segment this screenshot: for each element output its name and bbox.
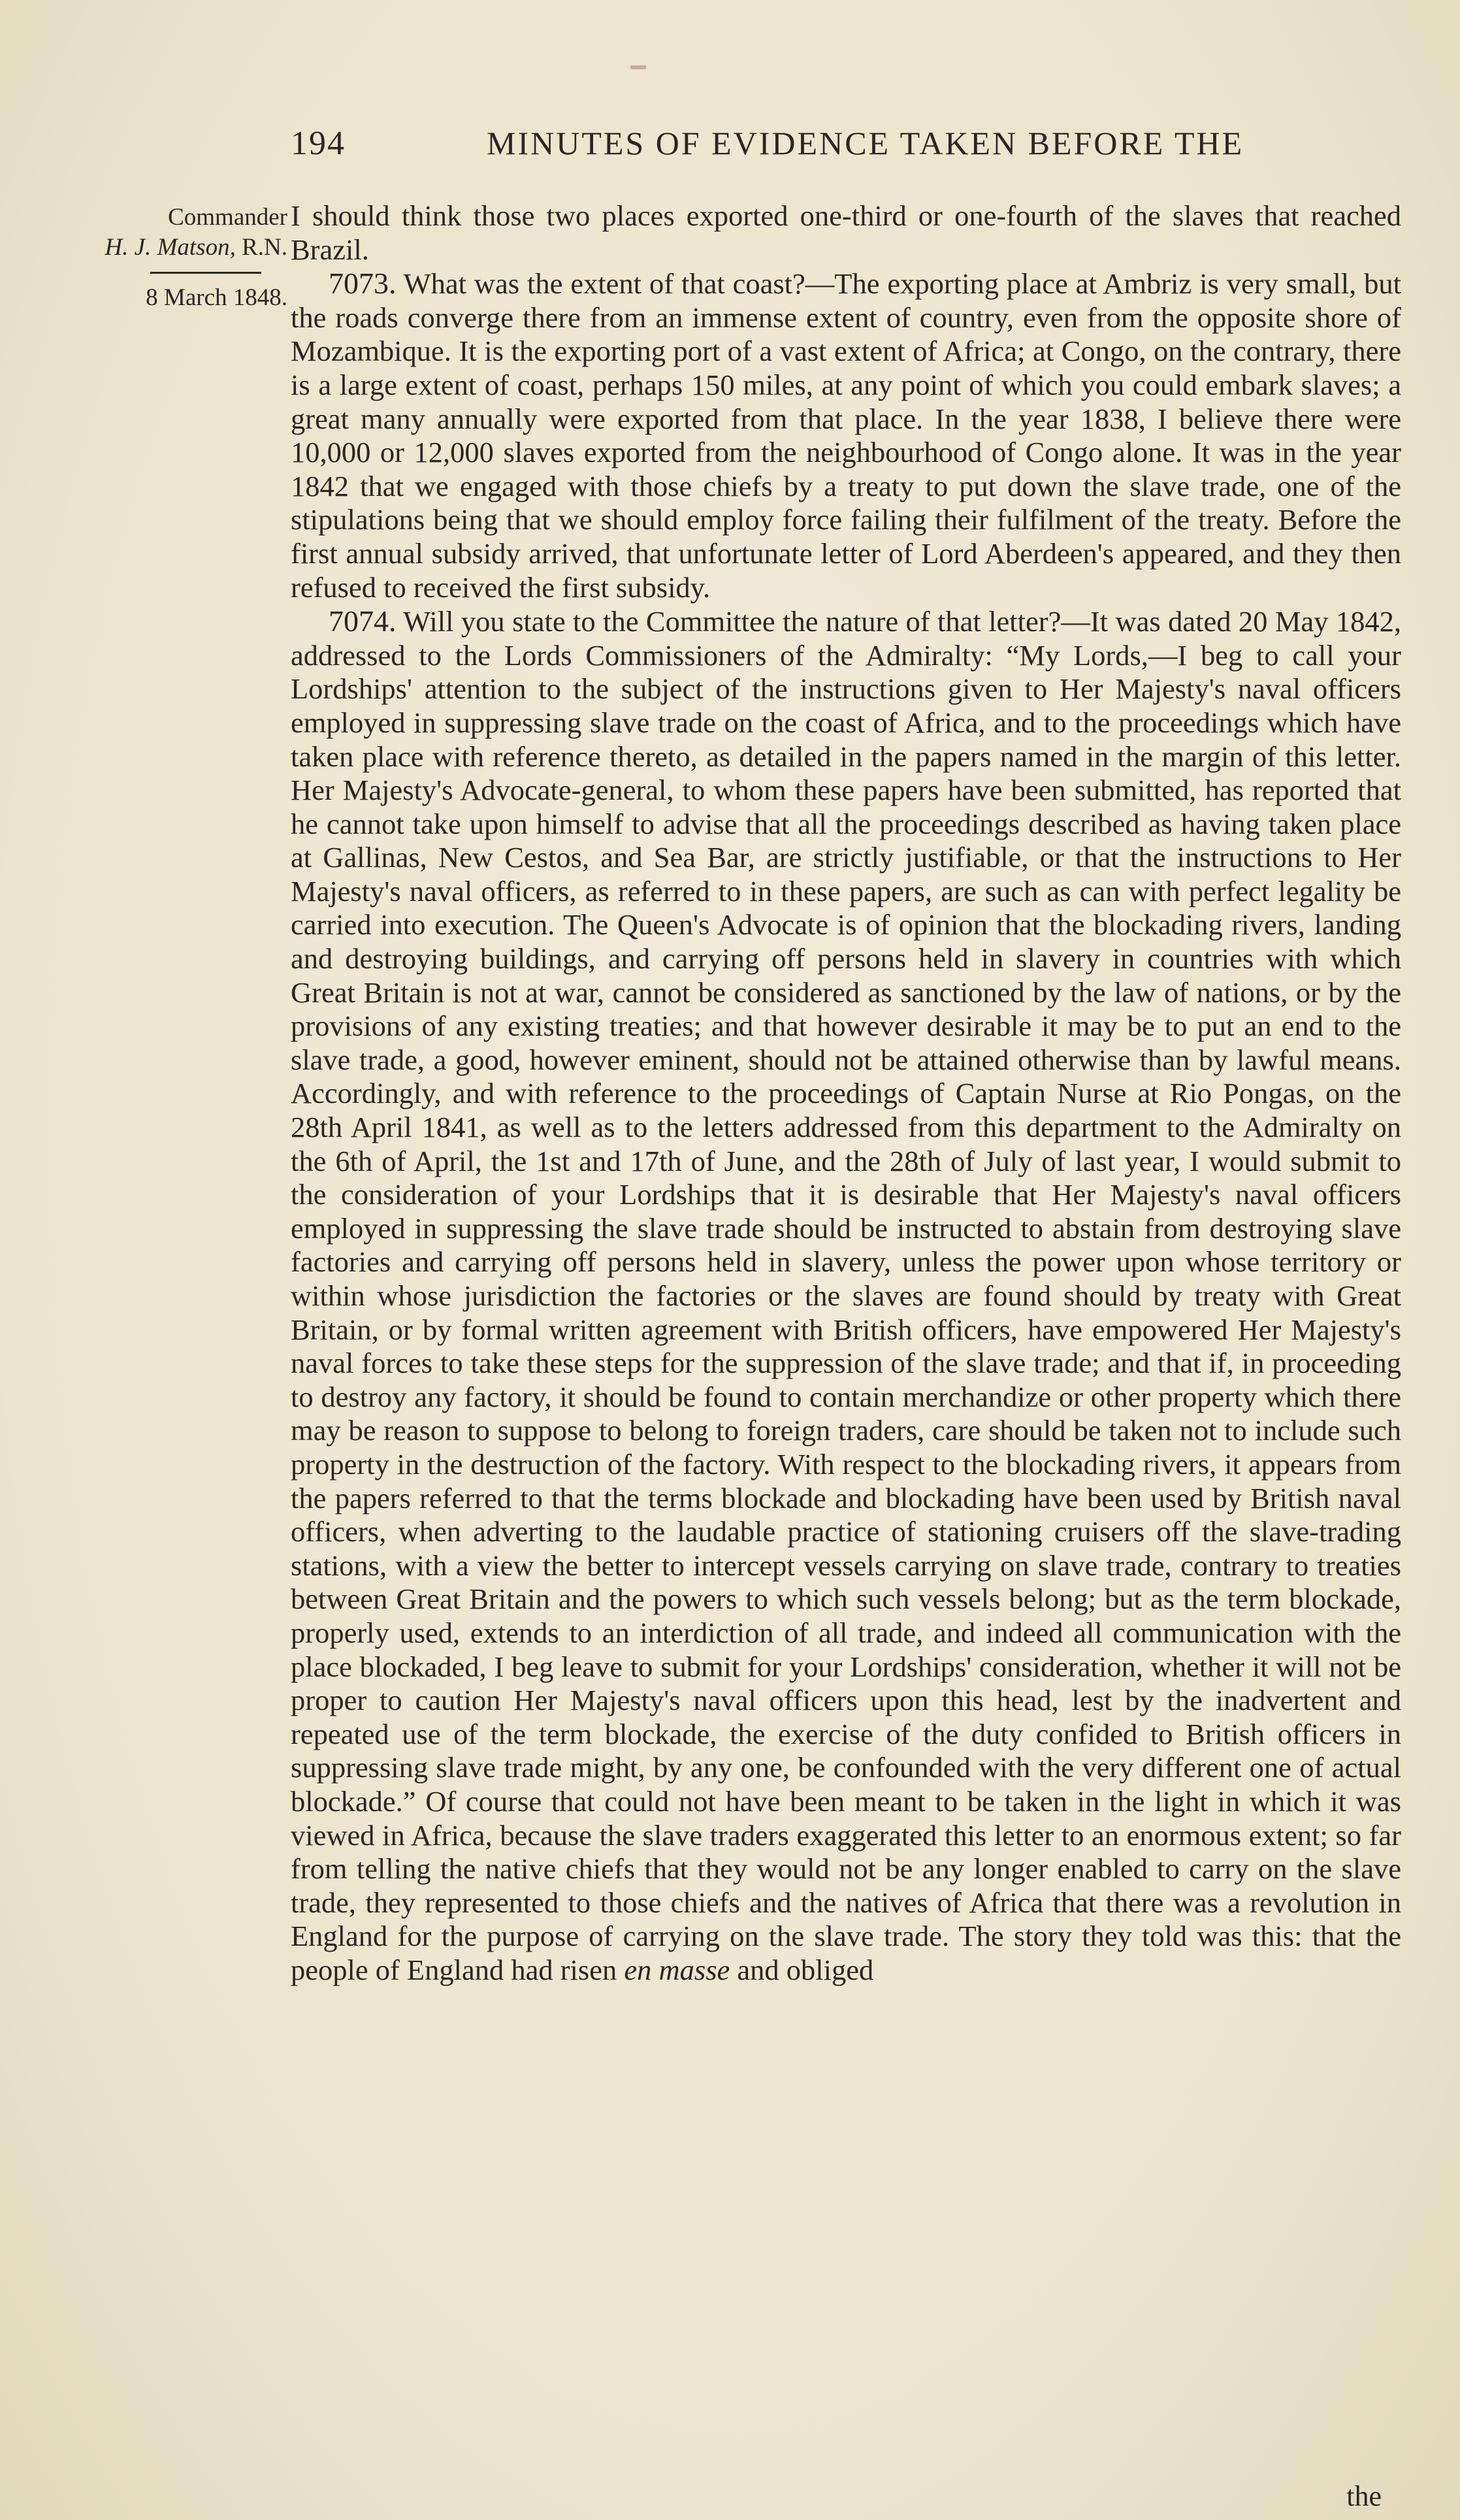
paragraph-7074 bbox=[291, 604, 1401, 1987]
italic-phrase: en masse bbox=[624, 1953, 730, 1986]
margin-rule bbox=[150, 272, 261, 274]
question-text: What was the extent of that coast? bbox=[403, 267, 805, 301]
question-number: 7073. bbox=[329, 267, 397, 301]
page-header bbox=[291, 124, 1401, 176]
paragraph-7073 bbox=[291, 267, 1401, 604]
evidence-date: 8 March 1848. bbox=[146, 284, 287, 311]
ink-mark bbox=[630, 65, 646, 69]
question-number: 7074. bbox=[329, 604, 397, 638]
page-number: 194 bbox=[291, 125, 346, 162]
witness-name: H. J. Matson, bbox=[105, 234, 236, 261]
witness-postnominal: R.N. bbox=[242, 234, 287, 261]
answer-text: —The exporting place at Ambriz is very small, but the roads converge there from an immense extent of country, even from the opposite shore of Mozambique. It is the exporting port of a vast extent of Africa; at Congo, on the contrary, there is a large extent of coast, perhaps 150 miles, at any point of which you could embark slaves; a great many annually were exported from that place. In the year 1838, I believe there were 10,000 or 12,000 slaves exported from the neighbourhood of Congo alone. It was in the year 1842 that we engaged with those chiefs by a treaty to put down the slave trade, one of the stipulations being that we should employ force failing their fulfilment of the treaty. Before the first annual subsidy arrived, that unfortunate letter of Lord Aberdeen's appeared, and they then refused to received the first subsidy. bbox=[291, 267, 1401, 604]
question-text: Will you state to the Committee the nature of that letter? bbox=[403, 605, 1062, 638]
catchword: the bbox=[1346, 2480, 1382, 2512]
paragraph-continued: I should think those two places exported one-third or one-fourth of the slaves that reached Brazil. bbox=[291, 199, 1401, 266]
witness-name-line bbox=[72, 233, 287, 263]
body-text bbox=[291, 199, 1401, 1987]
margin-note bbox=[72, 203, 287, 313]
witness-rank: Commander bbox=[168, 204, 287, 231]
answer-text-end: and obliged bbox=[737, 1953, 874, 1986]
answer-text: —It was dated 20 May 1842, addressed to the Lords Commissioners of the Admiralty: “My Lords,—I beg to call your Lordships' attention to the subject of the instructions given to Her Majesty's naval officers employed in suppressing slave trade on the coast of Africa, and to the proceedings which have taken place with reference thereto, as detailed in the papers named in the margin of this letter. Her Majesty's Advocate-general, to whom these papers have been submitted, has reported that he cannot take upon himself to advise that all the proceedings described as having taken place at Gallinas, New Cestos, and Sea Bar, are strictly justifiable, or that the instructions to Her Majesty's naval officers, as referred to in these papers, are such as can with perfect legality be carried into execution. The Queen's Advocate is of opinion that the blockading rivers, landing and destroying buildings, and carrying off persons held in slavery in countries with which Great Britain is not at war, cannot be considered as sanctioned by the law of nations, or by the provisions of any existing treaties; and that however desirable it may be to put an end to the slave trade, a good, however eminent, should not be attained otherwise than by lawful means. Accordingly, and with reference to the proceedings of Captain Nurse at Rio Pongas, on the 28th April 1841, as well as to the letters addressed from this department to the Admiralty on the 6th of April, the 1st and 17th of June, and the 28th of July of last year, I would submit to the consideration of your Lordships that it is desirable that Her Majesty's naval officers employed in suppressing the slave trade should be instructed to abstain from destroying slave factories and carrying off persons held in slavery, unless the power upon whose territory or within whose jurisdiction the factories or the slaves are found should by treaty with Great Britain, or by formal written agreement with British officers, have empowered Her Majesty's naval forces to take these steps for the suppression of the slave trade; and that if, in proceeding to destroy any factory, it should be found to contain merchandize or other property which there may be reason to suppose to belong to foreign traders, care should be taken not to include such property in the destruction of the factory. With respect to the blockading rivers, it appears from the papers referred to that the terms blockade and blockading have been used by British naval officers, when adverting to the laudable practice of stationing cruisers off the slave-trading stations, with a view the better to intercept vessels carrying on slave trade, contrary to treaties between Great Britain and the powers to which such vessels belong; but as the term blockade, properly used, extends to an interdiction of all trade, and indeed all communication with the place blockaded, I beg leave to submit for your Lordships' consideration, whether it will not be proper to caution Her Majesty's naval officers upon this head, lest by the inadvertent and repeated use of the term blockade, the exercise of the duty confided to British officers in suppressing slave trade might, by any one, be confounded with the very different one of actual blockade.” Of course that could not have been meant to be taken in the light in which it was viewed in Africa, because the slave traders exaggerated this letter to an enormous extent; so far from telling the native chiefs that they would not be any longer enabled to carry on the slave trade, they represented to those chiefs and the natives of Africa that there was a revolution in England for the purpose of carrying on the slave trade. The story they told was this: that the people of England had risen bbox=[291, 605, 1401, 1986]
running-head: MINUTES OF EVIDENCE TAKEN BEFORE THE bbox=[487, 125, 1244, 161]
